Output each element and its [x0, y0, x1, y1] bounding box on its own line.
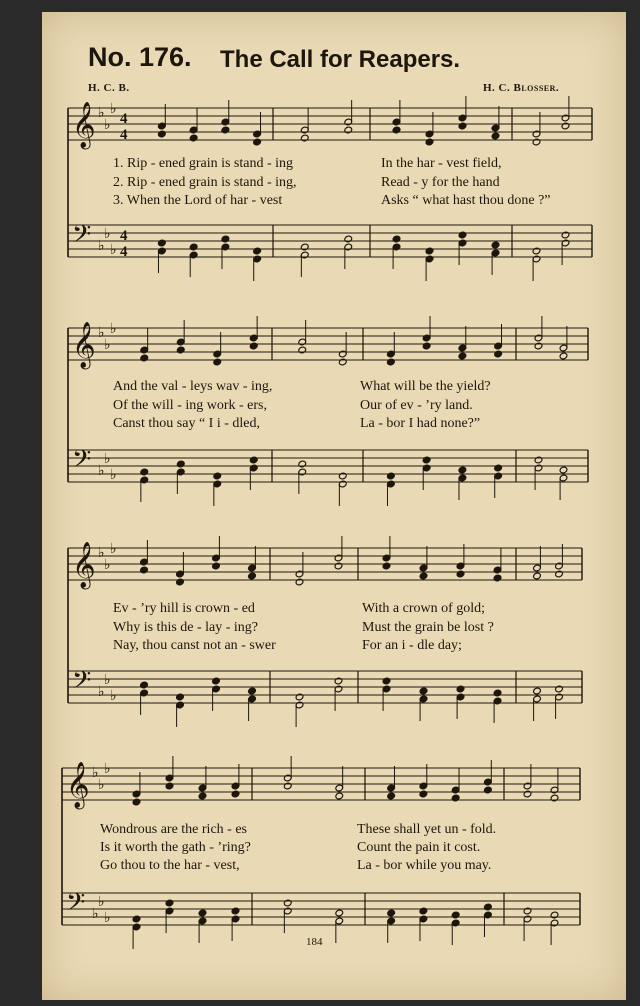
treble-clef-icon: 𝄞: [72, 102, 96, 148]
flat-icon: ♭: [92, 906, 99, 922]
note-head: [132, 798, 141, 806]
note-head: [382, 562, 391, 570]
note-head: [387, 472, 396, 480]
note-head: [253, 247, 262, 255]
flat-icon: ♭: [104, 451, 111, 467]
note-head: [249, 456, 258, 464]
note-head: [550, 911, 559, 919]
flat-icon: ♭: [110, 242, 117, 258]
lyric-s3-v3-b: For an i - dle day;: [362, 638, 462, 653]
time-signature-bottom: 4: [120, 244, 128, 260]
note-head: [335, 792, 344, 800]
lyric-s2-v2-b: Our of ev - ’ry land.: [360, 398, 473, 413]
lyric-s1-v3-a: 3. When the Lord of har - vest: [113, 193, 283, 208]
lyric-s1-v1-a: 1. Rip - ened grain is stand - ing: [113, 156, 294, 171]
note-head: [392, 126, 401, 134]
lyric-s1-v1-b: In the har - vest field,: [381, 156, 502, 171]
bass-clef-icon: 𝄢: [66, 888, 86, 923]
note-head: [561, 122, 570, 130]
flat-icon: ♭: [98, 238, 105, 254]
note-head: [493, 574, 502, 582]
note-head: [419, 790, 428, 798]
lyric-s2-v3-a: Canst thou say “ I i - dled,: [113, 416, 260, 431]
note-head: [334, 677, 343, 685]
flat-icon: ♭: [98, 545, 105, 561]
treble-clef-icon: 𝄞: [72, 542, 96, 588]
note-head: [213, 472, 222, 480]
lyric-s4-v2-a: Is it worth the gath - ’ring?: [100, 840, 251, 855]
note-head: [189, 134, 198, 142]
note-head: [534, 342, 543, 350]
time-signature-top: 4: [120, 228, 128, 244]
note-head: [422, 456, 431, 464]
note-head: [298, 460, 307, 468]
note-head: [140, 681, 149, 689]
lyric-s1-v2-a: 2. Rip - ened grain is stand - ing,: [113, 175, 297, 190]
note-head: [248, 572, 257, 580]
note-head: [344, 235, 353, 243]
note-head: [338, 472, 347, 480]
note-head: [458, 352, 467, 360]
note-head: [283, 782, 292, 790]
note-head: [176, 460, 185, 468]
flat-icon: ♭: [110, 467, 117, 483]
hymn-number: No. 176.: [88, 42, 192, 72]
flat-icon: ♭: [110, 688, 117, 704]
note-head: [335, 909, 344, 917]
note-head: [387, 358, 396, 366]
note-head: [176, 578, 185, 586]
flat-icon: ♭: [110, 101, 117, 117]
flat-icon: ♭: [98, 463, 105, 479]
note-head: [458, 122, 467, 130]
note-head: [140, 354, 149, 362]
time-signature-bottom: 4: [120, 127, 128, 143]
note-head: [253, 138, 262, 146]
note-head: [559, 352, 568, 360]
bass-clef-icon: 𝄢: [72, 666, 92, 701]
lyric-s2-v1-b: What will be the yield?: [360, 379, 491, 394]
flat-icon: ♭: [104, 672, 111, 688]
note-head: [231, 907, 240, 915]
lyric-s3-v1-b: With a crown of gold;: [362, 601, 486, 616]
flat-icon: ♭: [92, 765, 99, 781]
note-head: [295, 578, 304, 586]
note-head: [532, 247, 541, 255]
lyric-s2-v2-a: Of the will - ing work - ers,: [113, 398, 267, 413]
lyric-s4-v1-b: These shall yet un - fold.: [357, 822, 497, 837]
note-head: [419, 687, 428, 695]
flat-icon: ♭: [104, 226, 111, 242]
page-number: 184: [306, 936, 323, 948]
flat-icon: ♭: [98, 684, 105, 700]
note-head: [458, 466, 467, 474]
note-head: [484, 786, 493, 794]
note-head: [140, 468, 149, 476]
lyric-s4-v2-b: Count the pain it cost.: [357, 840, 481, 855]
note-head: [491, 132, 500, 140]
bass-clef-icon: 𝄢: [72, 445, 92, 480]
lyricist-credit: H. C. B.: [88, 82, 130, 94]
lyric-s4-v3-a: Go thou to the har - vest,: [100, 858, 240, 873]
note-head: [176, 346, 185, 354]
note-head: [494, 464, 503, 472]
note-head: [213, 358, 222, 366]
composer-credit: H. C. Blosser.: [483, 82, 560, 94]
lyric-s3-v2-b: Must the grain be lost ?: [362, 620, 494, 635]
note-head: [491, 241, 500, 249]
note-head: [158, 130, 167, 138]
note-head: [559, 466, 568, 474]
note-head: [189, 243, 198, 251]
lyric-s1-v3-b: Asks “ what hast thou done ?”: [381, 193, 551, 208]
flat-icon: ♭: [104, 761, 111, 777]
note-head: [533, 572, 542, 580]
note-head: [132, 915, 141, 923]
note-head: [419, 907, 428, 915]
note-head: [300, 134, 309, 142]
note-head: [249, 342, 258, 350]
hymn-title: The Call for Reapers.: [220, 46, 461, 73]
note-head: [458, 231, 467, 239]
note-head: [419, 572, 428, 580]
note-head: [344, 126, 353, 134]
note-head: [550, 794, 559, 802]
flat-icon: ♭: [104, 117, 111, 133]
treble-clef-icon: 𝄞: [72, 322, 96, 368]
note-head: [523, 790, 532, 798]
note-head: [555, 685, 564, 693]
note-head: [338, 358, 347, 366]
note-head: [425, 247, 434, 255]
lyric-s3-v2-a: Why is this de - lay - ing?: [113, 620, 259, 635]
note-head: [221, 126, 230, 134]
time-signature-top: 4: [120, 111, 128, 127]
bass-clef-icon: 𝄢: [72, 220, 92, 255]
note-head: [221, 235, 230, 243]
flat-icon: ♭: [98, 325, 105, 341]
note-head: [140, 566, 149, 574]
note-head: [392, 235, 401, 243]
lyric-s1-v2-b: Read - y for the hand: [381, 175, 500, 190]
note-head: [456, 685, 465, 693]
lyric-s3-v1-a: Ev - ’ry hill is crown - ed: [113, 601, 255, 616]
note-head: [484, 903, 493, 911]
flat-icon: ♭: [98, 105, 105, 121]
note-head: [523, 907, 532, 915]
note-head: [176, 693, 185, 701]
flat-icon: ♭: [104, 557, 111, 573]
note-head: [295, 693, 304, 701]
flat-icon: ♭: [98, 777, 105, 793]
note-head: [451, 794, 460, 802]
note-head: [387, 792, 396, 800]
note-head: [532, 138, 541, 146]
flat-icon: ♭: [110, 541, 117, 557]
note-head: [283, 899, 292, 907]
lyric-s3-v3-a: Nay, thou canst not an - swer: [113, 638, 276, 653]
note-head: [422, 342, 431, 350]
note-head: [198, 792, 207, 800]
flat-icon: ♭: [98, 894, 105, 910]
note-head: [533, 687, 542, 695]
note-head: [456, 570, 465, 578]
note-head: [231, 790, 240, 798]
lyric-s2-v1-a: And the val - leys wav - ing,: [113, 379, 273, 394]
note-head: [165, 782, 174, 790]
note-head: [300, 243, 309, 251]
note-head: [493, 689, 502, 697]
note-head: [382, 677, 391, 685]
note-head: [334, 562, 343, 570]
note-head: [561, 231, 570, 239]
note-head: [494, 350, 503, 358]
note-head: [198, 909, 207, 917]
note-head: [165, 899, 174, 907]
note-head: [298, 346, 307, 354]
note-head: [387, 909, 396, 917]
flat-icon: ♭: [110, 321, 117, 337]
note-head: [212, 677, 221, 685]
note-head: [158, 239, 167, 247]
note-head: [425, 138, 434, 146]
flat-icon: ♭: [104, 910, 111, 926]
lyric-s4-v3-b: La - bor while you may.: [357, 858, 492, 873]
lyric-s2-v3-b: La - bor I had none?”: [360, 416, 481, 431]
treble-clef-icon: 𝄞: [66, 762, 90, 808]
note-head: [248, 687, 257, 695]
note-head: [451, 911, 460, 919]
note-head: [212, 562, 221, 570]
lyric-s4-v1-a: Wondrous are the rich - es: [100, 822, 247, 837]
flat-icon: ♭: [104, 337, 111, 353]
note-head: [555, 570, 564, 578]
note-head: [534, 456, 543, 464]
